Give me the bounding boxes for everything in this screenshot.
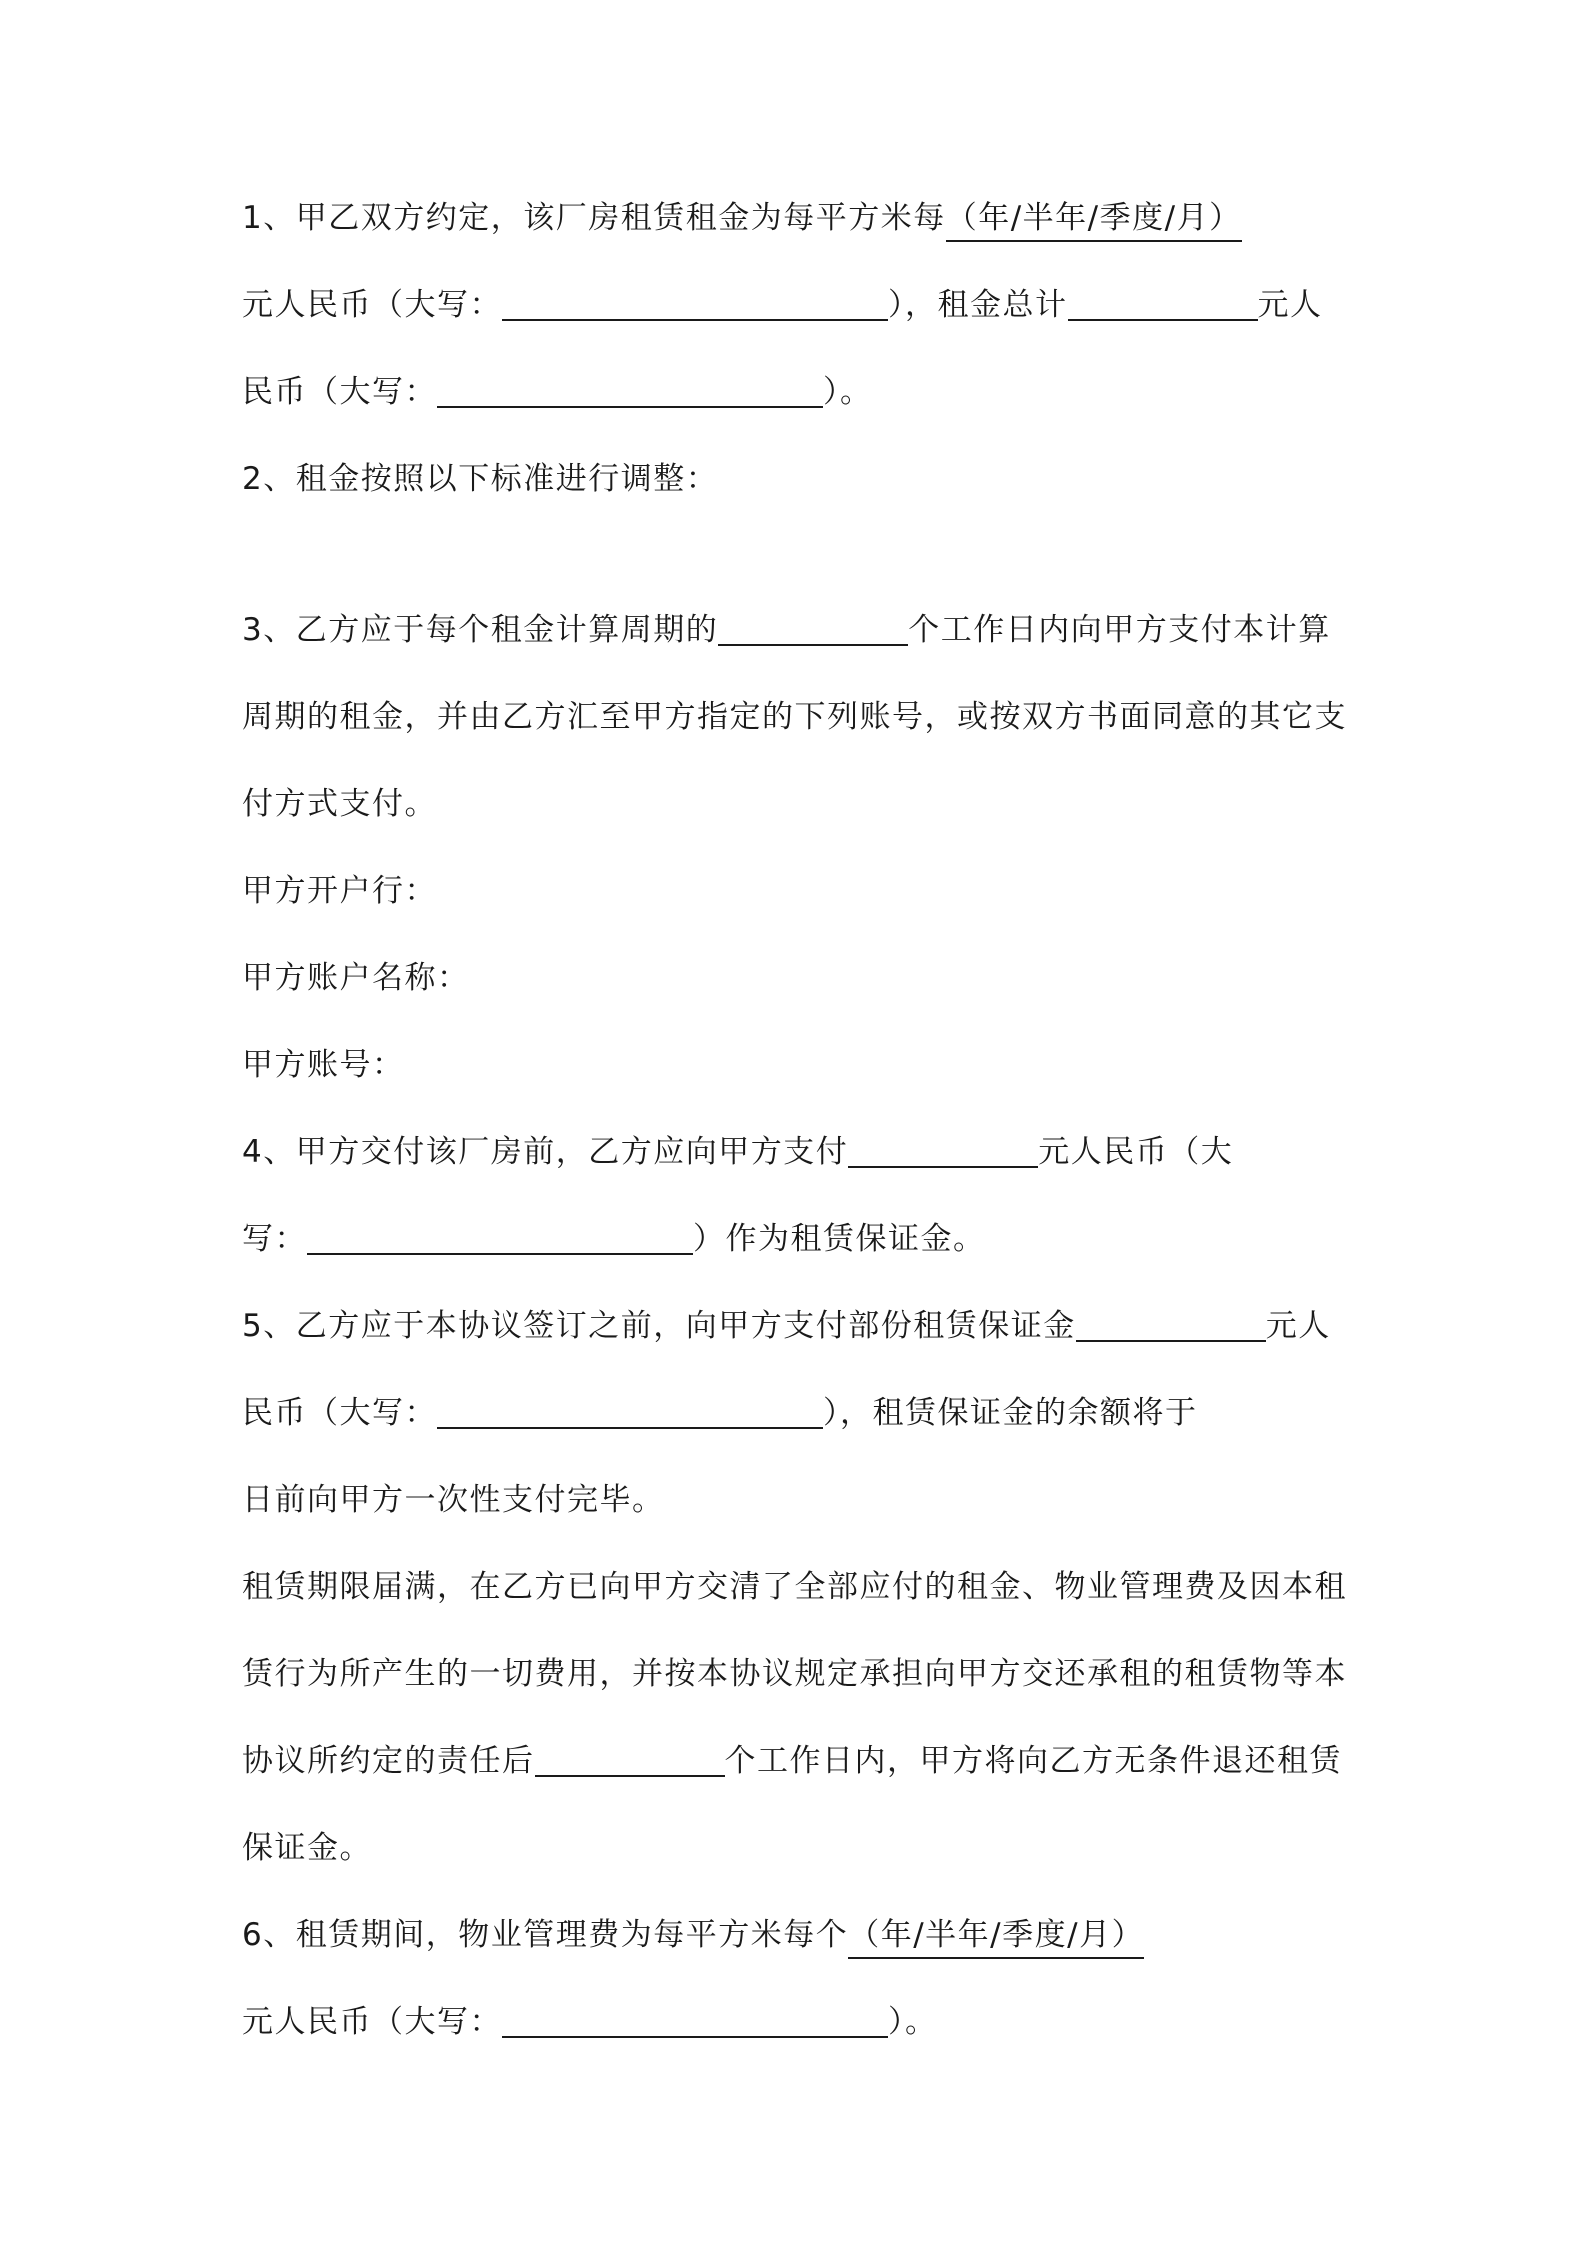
deposit-label: 4、甲方交付该厂房前，乙方应向甲方支付 [242,1134,849,1170]
clause-6-line-1 [242,1905,1144,1965]
deposit-unit: 元人民币（大 [1038,1134,1234,1170]
clause-4-line-1 [242,1122,1233,1182]
return-days-blank[interactable] [535,1735,725,1777]
clause-3-line-2: 周期的租金，并由乙方汇至甲方指定的下列账号，或按双方书面同意的其它支 [242,699,1347,735]
rent-total-label: ），租金总计 [888,287,1068,323]
return-line-1: 租赁期限届满，在乙方已向甲方交清了全部应付的租金、物业管理费及因本租 [242,1569,1347,1605]
account-name-label: 甲方账户名称： [242,960,470,996]
payment-days-blank[interactable] [718,604,908,646]
management-fee-label: 元人民币（大写： [242,2004,502,2040]
clause-6-line-2 [242,1992,938,2052]
clause-1-text: 1、甲乙双方约定，该厂房租赁租金为每平方米每 [242,200,946,236]
return-days-text: 个工作日内，甲方将向乙方无条件退还租赁 [724,1743,1342,1779]
partial-deposit-uppercase-label: 民币（大写： [242,1395,437,1431]
rent-amount-uppercase-blank[interactable] [502,279,888,321]
partial-deposit-label: 5、乙方应于本协议签订之前，向甲方支付部份租赁保证金 [242,1308,1076,1344]
management-fee-text: 6、租赁期间，物业管理费为每平方米每个 [242,1917,849,1953]
rent-total-blank[interactable] [1068,279,1258,321]
clause-5-line-3: 日前向甲方一次性支付完毕。 [242,1482,665,1518]
return-line-2: 赁行为所产生的一切费用，并按本协议规定承担向甲方交还承租的租赁物等本 [242,1656,1347,1692]
clause-2-line-1: 2、租金按照以下标准进行调整： [242,461,719,497]
clause-4-line-2 [242,1209,986,1269]
clause-1-line-1 [242,188,1242,248]
deposit-uppercase-blank[interactable] [307,1213,693,1255]
deposit-uppercase-label: 写： [242,1221,307,1257]
payment-period-label: 3、乙方应于每个租金计算周期的 [242,612,719,648]
rent-total-uppercase-label: 民币（大写： [242,374,437,410]
deposit-purpose-text: ）作为租赁保证金。 [693,1221,986,1257]
management-fee-uppercase-blank[interactable] [502,1996,888,2038]
deposit-amount-blank[interactable] [848,1126,1038,1168]
clause-3-line-3: 付方式支付。 [242,786,437,822]
partial-deposit-uppercase-blank[interactable] [437,1387,823,1429]
return-days-label: 协议所约定的责任后 [242,1743,535,1779]
rent-total-close: ）。 [823,374,873,410]
bank-name-label: 甲方开户行： [242,873,437,909]
account-number-label: 甲方账号： [242,1047,405,1083]
return-line-3 [242,1731,1342,1791]
clause-5-line-1 [242,1296,1331,1356]
return-line-4: 保证金。 [242,1830,372,1866]
clause-5-line-2 [242,1383,1198,1443]
management-fee-close: ）。 [888,2004,938,2040]
rent-total-unit: 元人 [1257,287,1323,323]
management-fee-period-field[interactable]: （年/半年/季度/月） [848,1913,1144,1959]
rent-amount-label: 元人民币（大写： [242,287,502,323]
clause-3-line-1 [242,600,1331,660]
partial-deposit-unit: 元人 [1265,1308,1331,1344]
rent-total-uppercase-blank[interactable] [437,366,823,408]
clause-1-line-2 [242,275,1323,335]
partial-deposit-blank[interactable] [1076,1300,1266,1342]
clause-1-period-field[interactable]: （年/半年/季度/月） [946,196,1242,242]
clause-1-line-3 [242,362,873,422]
payment-period-text: 个工作日内向甲方支付本计算 [908,612,1331,648]
deposit-balance-text: ），租赁保证金的余额将于 [823,1395,1198,1431]
